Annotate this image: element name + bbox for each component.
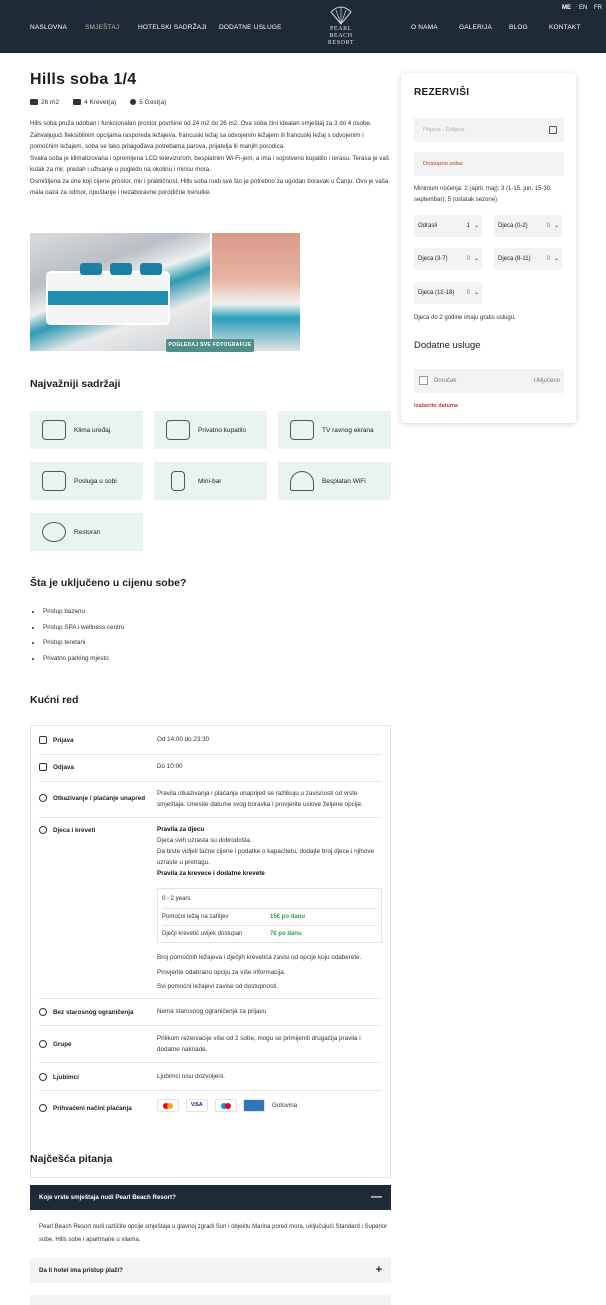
- description-paragraph: Svaka soba je klimatizovana i opremljena LCD televizorom, besplatnim Wi-Fi-jem, a ima i sopstveno kupatilo i terasu. Terasa je vaš kutak za mir, predah i uživanje u pogledu na okolinu i mirisu mora.: [30, 154, 389, 173]
- mastercard-icon: [157, 1099, 179, 1112]
- bathtub-icon: [166, 420, 190, 440]
- list-item: • Pristup bazenu: [42, 608, 124, 615]
- maestro-icon: [215, 1099, 237, 1112]
- chevron-down-icon: ⌄: [473, 223, 479, 229]
- room-size: 26 m2: [30, 99, 59, 106]
- list-item: • Pristup SPA i wellness centru: [42, 624, 124, 631]
- pets-label: Ljubimci: [53, 1074, 79, 1081]
- bed-icon: [73, 99, 81, 105]
- description-paragraph: Hills soba pruža udoban i funkcionalan prostor površine od 24 m2 do 26 m2. Ova soba čini idealan smještaj za 3 do 4 osobe. Zahvaljujući fleksibilnim opcijama rasporeda ležajeva, francuski ležaj sa odvojenim ležajem ili francuski ležaj s odvojenim i pomoćnim ležajem, soba se lako prilagođava potrebama parova, prijatelja ili manjih porodica.: [30, 120, 372, 150]
- air-conditioner-icon: [42, 420, 66, 440]
- lang-fr[interactable]: FR: [594, 5, 602, 11]
- chevron-down-icon: ⌄: [553, 223, 559, 229]
- amenity-wifi: Besplatan WiFi: [278, 462, 391, 500]
- groups-value: Prilikom rezervacije više od 2 sobe, mogu se primijeniti drugačija pravila i dodatne naknade.: [157, 1035, 361, 1053]
- payment-people-icon: [39, 1104, 47, 1112]
- logo[interactable]: [318, 4, 364, 50]
- kids-value: [157, 824, 385, 879]
- select-kids-3-7[interactable]: Djeca (3-7) 0 ⌄: [414, 248, 482, 270]
- restaurant-icon: [42, 522, 66, 542]
- nav-blog[interactable]: BLOG: [509, 24, 528, 31]
- faq-question-partial[interactable]: [30, 1295, 391, 1305]
- min-nights-note: Minimum noćenja: 2 (april, maj); 3 (1-15. jun, 15-30. septembar); 5 (ostatak sezone): [414, 186, 552, 203]
- beds-notes: Broj pomoćnih ležajeva i dječjih krevetića zavisi od opcije koju odaberete. Provjerite odabranu opciju za više informacija. Svi pomoćni ležajevi zavise od dostupnosti.: [157, 954, 362, 990]
- faq-title: Najčešća pitanja: [30, 1153, 113, 1165]
- nav-dodatne-usluge[interactable]: DODATNE USLUGE: [219, 24, 282, 31]
- date-range-input[interactable]: Prijava - Odjava: [414, 118, 564, 142]
- paw-icon: [39, 1073, 47, 1081]
- amenities-title: Najvažniji sadržaji: [30, 378, 121, 390]
- calendar-icon[interactable]: [549, 126, 557, 134]
- payment-cash: Gotovina: [272, 1102, 298, 1110]
- chevron-down-icon: ⌄: [473, 256, 479, 262]
- nav-naslovna[interactable]: NASLOVNA: [30, 24, 68, 31]
- logo-line2: RESORT: [327, 40, 355, 46]
- reservation-title: REZERVIŠI: [414, 87, 470, 98]
- select-kids-0-2[interactable]: Djeca (0-2) 0 ⌄: [494, 215, 562, 237]
- chevron-down-icon: ⌄: [473, 290, 479, 296]
- people-icon: [39, 826, 47, 834]
- room-guests: 5 Gost(a): [130, 99, 166, 106]
- check-out-icon: [39, 763, 47, 771]
- room-service-icon: [42, 471, 66, 491]
- kids-line: Djeca svih uzrasta su dobrodošla.: [157, 837, 252, 844]
- payment-methods: [157, 1099, 385, 1112]
- select-kids-8-11[interactable]: Djeca (8-11) 0 ⌄: [494, 248, 562, 270]
- description-paragraph: Osmišljena za one koji cijene prostor, mir i praktičnost, Hills soba nudi sve što je potrebno za ugodan boravak u Čanju. Ovo je vaša mala oaza za odmor, opuštanje i nezaboravne porodične trenutke.: [30, 177, 389, 196]
- included-title: Šta je uključeno u cijenu sobe?: [30, 577, 187, 589]
- extras-title: Dodatne usluge: [414, 340, 481, 351]
- amenity-minibar: Mini-bar: [154, 462, 267, 500]
- available-rooms: Dostupno soba:: [414, 152, 564, 176]
- age-label: Bez starosnog ograničenja: [53, 1009, 134, 1016]
- age-value: Nema starosnog ograničenja za prijavu: [157, 1008, 267, 1015]
- free-kids-note: Djeca do 2 godine imaju gratis uslugu.: [414, 315, 516, 321]
- house-rules-title: Kućni red: [30, 694, 79, 706]
- amenity-restaurant: Restoran: [30, 513, 143, 551]
- crib-price: 7€ po danu: [270, 931, 302, 937]
- visa-icon: VISA: [186, 1099, 208, 1112]
- included-list: [42, 608, 124, 670]
- select-kids-12-18[interactable]: Djeca (12-18) 0 ⌄: [414, 282, 482, 304]
- bed-illustration: [48, 273, 168, 323]
- cancel-value: Pravila otkazivanja i plaćanja unaprijed se razlikuju u zavisnosti od vrste smještaja. Unesite datume svog boravka i provjerite uslove željene opcije.: [157, 790, 363, 808]
- tv-icon: [290, 420, 314, 440]
- select-dates-warning: Izaberite datume: [414, 403, 459, 409]
- select-adults[interactable]: Odrasli 1 ⌄: [414, 215, 482, 237]
- amenity-flat-tv: TV ravnog ekrana: [278, 411, 391, 449]
- reservation-panel: [401, 73, 576, 423]
- table-row: Pomoćni ležaj na zahtjev 15€ po danu: [162, 914, 306, 920]
- faq-answer: Pearl Beach Resort nudi različite opcije smještaja u glavnoj zgradi Sun i objektu Marina pored mora, uključujući Standard i Superior sobe, Hills sobe i apartmane u vilama.: [39, 1224, 388, 1243]
- room-meta: [30, 99, 166, 106]
- nav-galerija[interactable]: GALERIJA: [459, 24, 493, 31]
- beds-heading: Pravila za krevece i dodatne krevete: [157, 870, 265, 877]
- lang-en[interactable]: EN: [579, 5, 588, 11]
- site-header: [0, 0, 606, 53]
- photo-gallery: [30, 233, 300, 351]
- age-range: 0 - 2 years: [162, 896, 191, 902]
- extra-bed-price: 15€ po danu: [270, 914, 306, 920]
- check-in-icon: [39, 736, 47, 744]
- groups-label: Grupe: [53, 1041, 72, 1048]
- list-item: • Privatno parking mjesto: [42, 655, 124, 662]
- minibar-icon: [171, 471, 185, 491]
- checkout-label: Odjava: [53, 764, 74, 771]
- nav-hotelski-sadrzaji[interactable]: HOTELSKI SADRŽAJI: [138, 24, 207, 31]
- lang-me[interactable]: ME: [562, 5, 571, 11]
- cancel-label: Otkazivanje / plaćanje unapred: [53, 795, 146, 802]
- person-icon: [130, 99, 136, 105]
- clock-icon: [39, 794, 47, 802]
- list-item: • Pristup teretani: [42, 639, 124, 646]
- amenity-room-service: Posluga u sobi: [30, 462, 143, 500]
- person-icon: [39, 1008, 47, 1016]
- faq-question[interactable]: Da li hotel ima pristup plaži? +: [30, 1258, 391, 1283]
- extra-beds-table: [157, 888, 382, 943]
- view-all-photos-button[interactable]: POGLEDAJ SVE FOTOGRAFIJE: [166, 339, 254, 352]
- nav-kontakt[interactable]: KONTAKT: [549, 24, 581, 31]
- page-title: Hills soba 1/4: [30, 71, 137, 88]
- group-icon: [39, 1040, 47, 1048]
- nav-smjestaj[interactable]: SMJEŠTAJ: [85, 24, 120, 31]
- expand-icon[interactable]: +: [375, 1264, 382, 1276]
- room-photo-secondary[interactable]: [212, 233, 300, 351]
- area-icon: [30, 99, 38, 105]
- room-description: [30, 118, 391, 199]
- pets-value: Ljubimci nisu dozvoljeni.: [157, 1073, 225, 1080]
- shell-logo-icon: [329, 4, 353, 26]
- logo-line1: PEARL BEACH: [329, 26, 353, 39]
- collapse-icon[interactable]: —: [371, 1191, 382, 1203]
- checkin-label: Prijava: [53, 737, 74, 744]
- checkbox[interactable]: [419, 376, 428, 385]
- kids-heading: Pravila za djecu: [157, 826, 205, 833]
- table-row: Dječji krevetić uvijek dostupan 7€ po danu: [162, 931, 302, 937]
- room-beds: 4 Krevet(a): [73, 99, 116, 106]
- extra-breakfast[interactable]: Doručak Uključeno: [414, 369, 564, 393]
- kids-label: Djeca i kreveti: [53, 827, 96, 834]
- chevron-down-icon: ⌄: [553, 256, 559, 262]
- amex-icon: [243, 1099, 265, 1112]
- house-rules-table: [30, 725, 391, 1178]
- checkin-value: Od 14:00 do 23:30: [157, 736, 210, 743]
- room-photo-main[interactable]: [30, 233, 210, 351]
- kids-line: Da biste vidjeli tačne cijene i podatke o kapacitetu, dodajte broj djece i njihove uzraste u pretragu.: [157, 848, 375, 866]
- wifi-icon: [290, 471, 314, 491]
- payment-label: Prihvaćeni načini plaćanja: [53, 1105, 132, 1112]
- amenity-air-conditioner: Klima uređaj: [30, 411, 143, 449]
- faq-question-open[interactable]: Koje vrste smještaja nudi Pearl Beach Resort? —: [30, 1185, 391, 1210]
- checkout-value: Do 10:00: [157, 763, 183, 770]
- amenity-private-bathroom: Privatno kupatilo: [154, 411, 267, 449]
- nav-o-nama[interactable]: O NAMA: [411, 24, 438, 31]
